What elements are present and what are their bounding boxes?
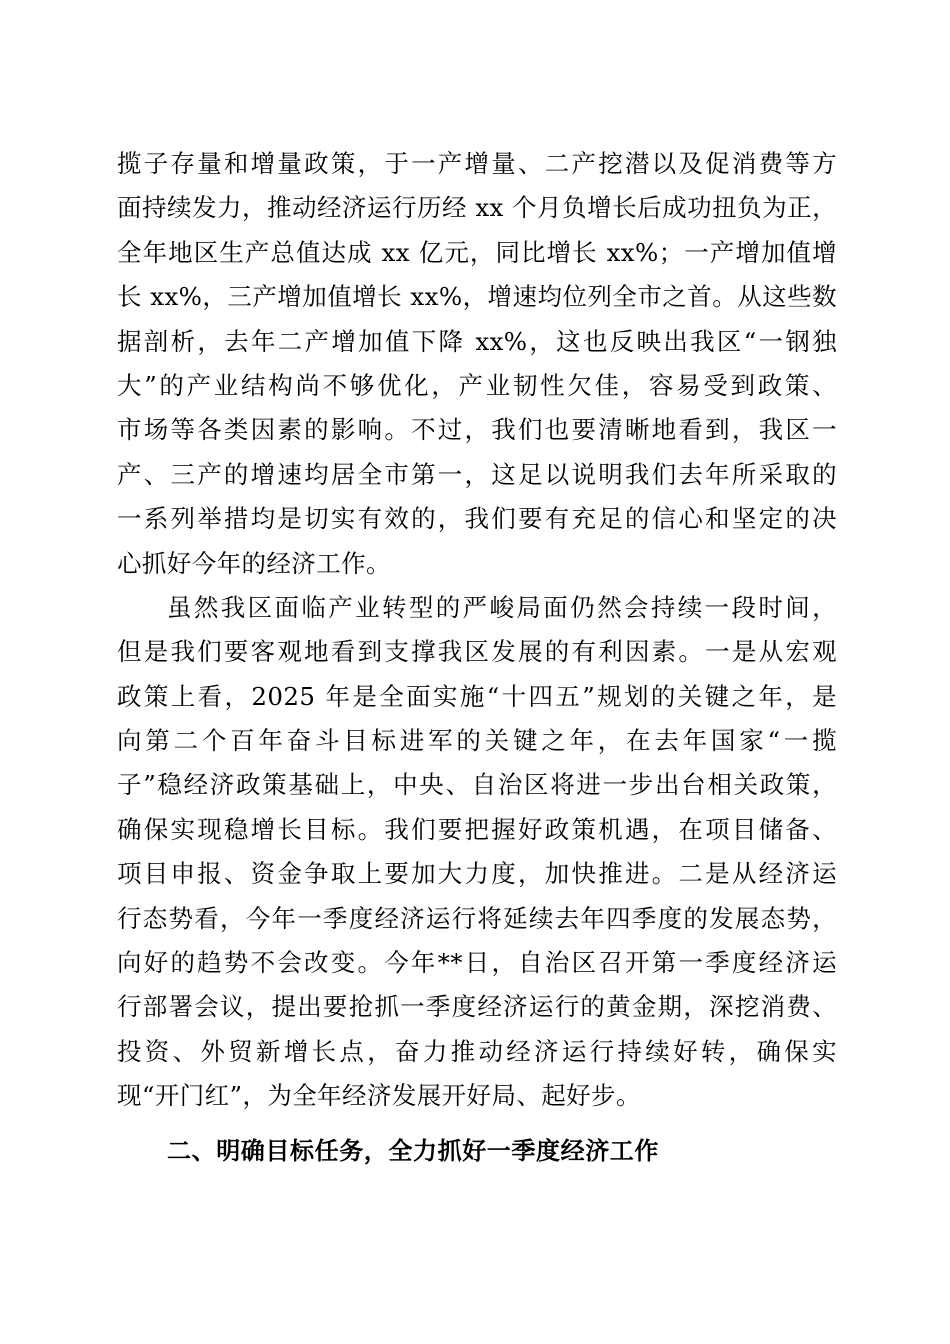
text-line: 大”的产业结构尚不够优化，产业韧性欠佳，容易受到政策、	[117, 370, 837, 400]
text-line: 项目申报、资金争取上要加大力度，加快推进。二是从经济运	[117, 859, 837, 889]
text-line: 现“开门红”，为全年经济发展开好局、起好步。	[117, 1081, 641, 1111]
text-line: 确保实现稳增长目标。我们要把握好政策机遇，在项目储备、	[117, 814, 837, 844]
text-line: 但是我们要客观地看到支撑我区发展的有利因素。一是从宏观	[117, 637, 837, 667]
text-line: 心抓好今年的经济工作。	[117, 548, 391, 578]
text-line: 投资、外贸新增长点，奋力推动经济运行持续好转，确保实	[117, 1036, 837, 1066]
text-line: 据剖析，去年二产增加值下降 xx%，这也反映出我区“一钢独	[117, 326, 837, 356]
text-line: 一系列举措均是切实有效的，我们要有充足的信心和坚定的决	[117, 504, 837, 534]
section-heading: 二、明确目标任务，全力抓好一季度经济工作	[167, 1136, 659, 1165]
text-line: 向第二个百年奋斗目标进军的关键之年，在去年国家“一揽	[117, 726, 837, 756]
text-line: 长 xx%，三产增加值增长 xx%，增速均位列全市之首。从这些数	[117, 282, 837, 312]
text-line: 行部署会议，提出要抢抓一季度经济运行的黄金期，深挖消费、	[117, 992, 837, 1022]
text-line: 产、三产的增速均居全市第一，这足以说明我们去年所采取的	[117, 459, 837, 489]
text-line: 面持续发力，推动经济运行历经 xx 个月负增长后成功扭负为正，	[117, 193, 837, 223]
document-body	[117, 142, 837, 1173]
text-line: 揽子存量和增量政策，于一产增量、二产挖潜以及促消费等方	[117, 149, 837, 178]
text-line: 虽然我区面临产业转型的严峻局面仍然会持续一段时间，	[167, 592, 837, 622]
text-line: 市场等各类因素的影响。不过，我们也要清晰地看到，我区一	[117, 415, 837, 445]
text-line: 向好的趋势不会改变。今年**日，自治区召开第一季度经济运	[117, 948, 837, 978]
text-line: 行态势看，今年一季度经济运行将延续去年四季度的发展态势，	[117, 903, 837, 933]
text-line: 子”稳经济政策基础上，中央、自治区将进一步出台相关政策，	[117, 770, 837, 800]
text-line: 全年地区生产总值达成 xx 亿元，同比增长 xx%；一产增加值增	[117, 237, 837, 267]
paragraph-favorable-factors	[117, 586, 837, 1119]
text-line: 政策上看，2025 年是全面实施“十四五”规划的关键之年，是	[117, 681, 837, 711]
paragraph-economic-review	[117, 142, 837, 586]
